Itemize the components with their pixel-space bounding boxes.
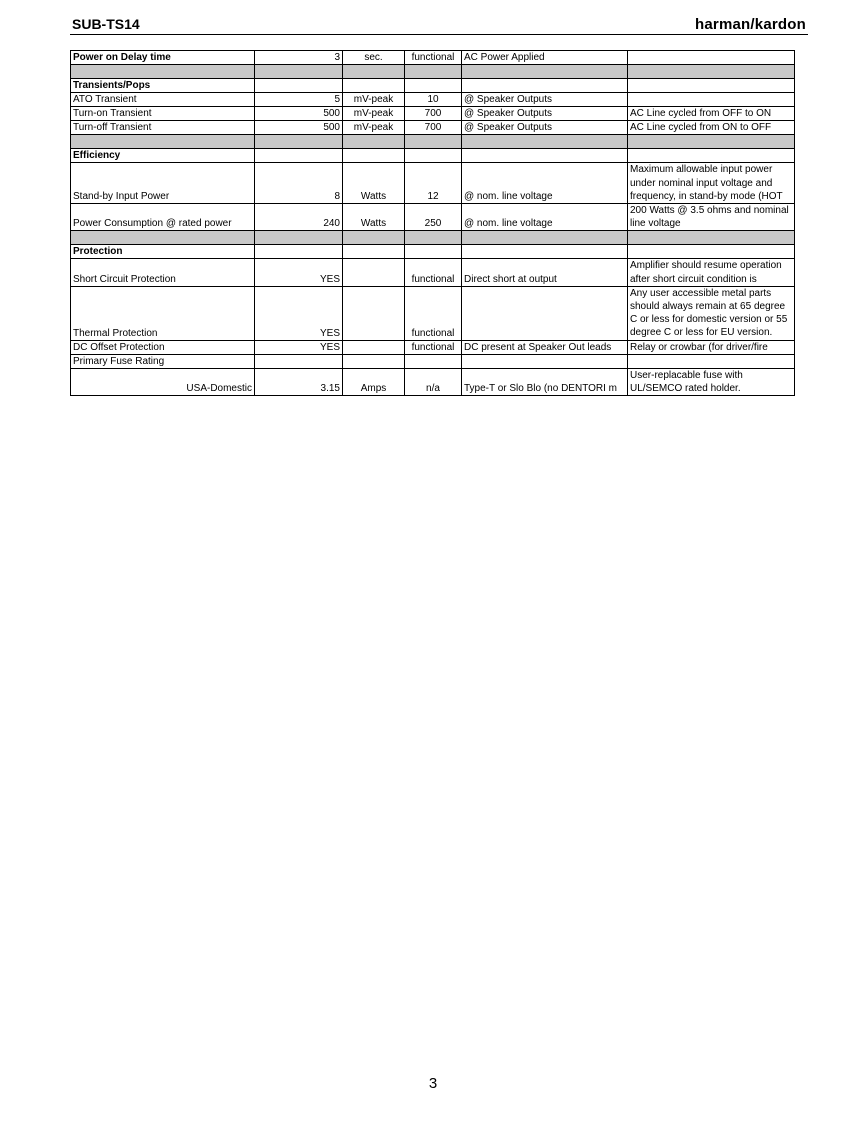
param-unit: Watts [343,204,405,231]
brand-logo-text: harman/kardon [695,16,806,33]
param-label: Turn-on Transient [71,107,255,121]
spec-row [71,286,795,340]
empty-cell [343,79,405,93]
param-label: ATO Transient [71,93,255,107]
param-limit: 700 [405,121,462,135]
param-limit: n/a [405,368,462,395]
param-unit: Amps [343,368,405,395]
separator-row [71,65,795,79]
param-condition: Direct short at output [462,259,628,286]
section-title: Efficiency [71,149,255,163]
param-unit: mV-peak [343,107,405,121]
empty-cell [628,79,795,93]
param-limit: 10 [405,93,462,107]
param-notes: AC Line cycled from OFF to ON [628,107,795,121]
separator-cell [343,135,405,149]
spec-row [71,340,795,354]
empty-cell [628,149,795,163]
spec-row [71,368,795,395]
param-limit [405,354,462,368]
section-title: Transients/Pops [71,79,255,93]
param-notes [628,93,795,107]
param-notes [628,354,795,368]
param-unit [343,340,405,354]
separator-cell [255,65,343,79]
section-header-row [71,149,795,163]
spec-row [71,107,795,121]
param-limit: functional [405,340,462,354]
param-label: Thermal Protection [71,286,255,340]
separator-cell [255,135,343,149]
param-value [255,354,343,368]
empty-cell [462,149,628,163]
empty-cell [628,245,795,259]
param-label: Primary Fuse Rating [71,354,255,368]
spec-table-body [71,51,795,396]
param-notes: 200 Watts @ 3.5 ohms and nominal line voltage [628,204,795,231]
separator-cell [462,135,628,149]
param-limit: 700 [405,107,462,121]
param-label: Stand-by Input Power [71,163,255,204]
empty-cell [462,245,628,259]
param-condition: @ nom. line voltage [462,163,628,204]
separator-cell [343,65,405,79]
separator-row [71,231,795,245]
param-condition: AC Power Applied [462,51,628,65]
param-value: 240 [255,204,343,231]
section-header-row [71,79,795,93]
empty-cell [462,79,628,93]
param-notes: AC Line cycled from ON to OFF [628,121,795,135]
separator-cell [405,135,462,149]
spec-row [71,354,795,368]
param-condition: @ Speaker Outputs [462,121,628,135]
param-value: 500 [255,107,343,121]
separator-cell [462,65,628,79]
param-notes [628,51,795,65]
param-value: YES [255,259,343,286]
empty-cell [343,245,405,259]
param-limit: functional [405,286,462,340]
param-limit: 250 [405,204,462,231]
param-notes: User-replacable fuse with UL/SEMCO rated holder. [628,368,795,395]
spec-row [71,204,795,231]
separator-cell [343,231,405,245]
section-title: Protection [71,245,255,259]
param-condition: DC present at Speaker Out leads [462,340,628,354]
document-model: SUB-TS14 [72,16,140,32]
param-notes: Any user accessible metal parts should always remain at 65 degree C or less for domestic version or 55 degree C or less for EU version. [628,286,795,340]
param-value: 8 [255,163,343,204]
param-label: DC Offset Protection [71,340,255,354]
empty-cell [343,149,405,163]
separator-cell [71,231,255,245]
param-label: Turn-off Transient [71,121,255,135]
param-condition: @ nom. line voltage [462,204,628,231]
spec-row [71,121,795,135]
param-unit: mV-peak [343,121,405,135]
param-label: Power Consumption @ rated power [71,204,255,231]
param-limit: 12 [405,163,462,204]
empty-cell [405,149,462,163]
spec-row [71,93,795,107]
separator-cell [405,65,462,79]
param-unit: sec. [343,51,405,65]
param-label: Power on Delay time [71,51,255,65]
param-value: 3.15 [255,368,343,395]
separator-cell [71,65,255,79]
param-label: USA-Domestic [71,368,255,395]
section-header-row [71,245,795,259]
param-value: YES [255,286,343,340]
empty-cell [255,149,343,163]
spec-row [71,259,795,286]
header-rule [70,34,808,35]
spec-table [70,50,795,396]
separator-cell [462,231,628,245]
empty-cell [255,79,343,93]
separator-cell [628,231,795,245]
separator-cell [628,65,795,79]
param-condition [462,354,628,368]
param-unit [343,286,405,340]
param-value: 500 [255,121,343,135]
separator-row [71,135,795,149]
spec-row [71,163,795,204]
empty-cell [405,245,462,259]
param-label: Short Circuit Protection [71,259,255,286]
param-limit: functional [405,259,462,286]
param-notes: Amplifier should resume operation after short circuit condition is [628,259,795,286]
param-condition: Type-T or Slo Blo (no DENTORI m [462,368,628,395]
param-limit: functional [405,51,462,65]
param-value: 5 [255,93,343,107]
param-unit [343,259,405,286]
param-unit: Watts [343,163,405,204]
param-notes: Relay or crowbar (for driver/fire [628,340,795,354]
page-number: 3 [428,1075,438,1092]
spec-row [71,51,795,65]
param-unit: mV-peak [343,93,405,107]
separator-cell [255,231,343,245]
separator-cell [71,135,255,149]
separator-cell [405,231,462,245]
param-unit [343,354,405,368]
param-value: 3 [255,51,343,65]
empty-cell [255,245,343,259]
param-condition: @ Speaker Outputs [462,107,628,121]
separator-cell [628,135,795,149]
param-value: YES [255,340,343,354]
param-condition [462,286,628,340]
param-notes: Maximum allowable input power under nominal input voltage and frequency, in stand-by mode (HOT [628,163,795,204]
param-condition: @ Speaker Outputs [462,93,628,107]
empty-cell [405,79,462,93]
